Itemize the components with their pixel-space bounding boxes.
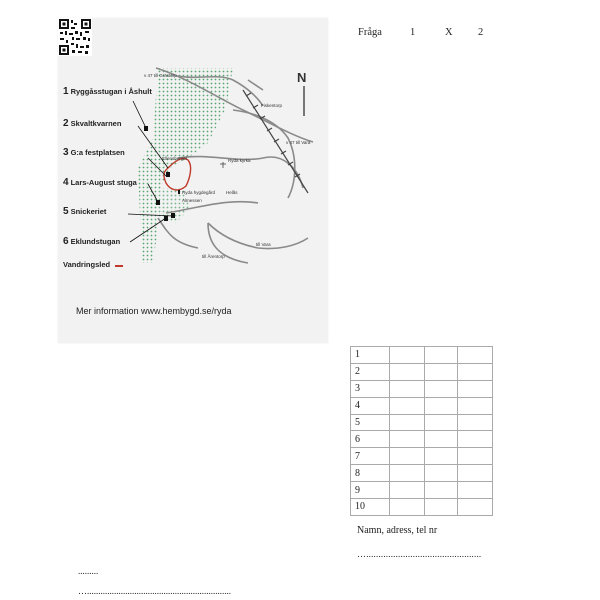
place-2: 2 Skvaltkvarnen xyxy=(63,118,122,129)
answer-cell-2[interactable] xyxy=(458,448,493,465)
answer-row xyxy=(351,363,493,380)
question-number: 6 xyxy=(351,431,390,448)
contact-label: Namn, adress, tel nr xyxy=(357,525,438,536)
answer-cell-2[interactable] xyxy=(458,397,493,414)
place-6: 6 Eklundstugan xyxy=(63,236,121,247)
map-label: Helås xyxy=(226,190,238,195)
answer-cell-2[interactable] xyxy=(458,482,493,499)
question-number: 8 xyxy=(351,465,390,482)
map-label: v 47 till Grästorp xyxy=(144,73,177,78)
answer-cell-1[interactable] xyxy=(390,448,425,465)
answer-cell-2[interactable] xyxy=(458,431,493,448)
answer-row xyxy=(351,482,493,499)
answer-row xyxy=(351,397,493,414)
answer-cell-2[interactable] xyxy=(458,465,493,482)
answer-cell-x[interactable] xyxy=(425,431,458,448)
answer-cell-x[interactable] xyxy=(425,448,458,465)
answer-cell-2[interactable] xyxy=(458,347,493,364)
question-number: 10 xyxy=(351,499,390,516)
column-2-label: 2 xyxy=(478,27,484,38)
answer-cell-1[interactable] xyxy=(390,431,425,448)
answer-cell-x[interactable] xyxy=(425,465,458,482)
north-label: N xyxy=(297,70,307,85)
answer-row xyxy=(351,414,493,431)
answer-cell-x[interactable] xyxy=(425,397,458,414)
answer-cell-2[interactable] xyxy=(458,414,493,431)
map-label: Ellensberget xyxy=(162,156,188,161)
question-number: 1 xyxy=(351,347,390,364)
question-number: 4 xyxy=(351,397,390,414)
answer-cell-x[interactable] xyxy=(425,499,458,516)
answer-row xyxy=(351,499,493,516)
place-5: 5 Snickeriet xyxy=(63,206,107,217)
answer-cell-x[interactable] xyxy=(425,482,458,499)
map-label: Fiskentorp xyxy=(261,103,283,108)
answer-row xyxy=(351,465,493,482)
column-1-label: 1 xyxy=(410,27,416,38)
answer-cell-x[interactable] xyxy=(425,414,458,431)
contact-line-2: ......... xyxy=(78,566,99,576)
answer-cell-x[interactable] xyxy=(425,347,458,364)
qr-code-icon xyxy=(58,18,92,56)
map-label: Ryda hygdegård xyxy=(182,190,216,195)
contact-line-3: …................................................................ xyxy=(78,586,231,596)
contact-line-1: …............................................... xyxy=(357,549,482,559)
question-number: 5 xyxy=(351,414,390,431)
question-number: 2 xyxy=(351,363,390,380)
answer-cell-1[interactable] xyxy=(390,397,425,414)
place-4: 4 Lars-August stuga xyxy=(63,177,137,188)
place-1: 1 Ryggåsstugan i Åshult xyxy=(63,86,152,97)
route-legend-label: Vandringsled xyxy=(63,260,111,269)
column-x-label: X xyxy=(445,27,453,38)
answer-cell-1[interactable] xyxy=(390,465,425,482)
route-legend-swatch xyxy=(115,265,123,267)
map-card xyxy=(58,18,328,343)
answer-cell-1[interactable] xyxy=(390,347,425,364)
answer-cell-2[interactable] xyxy=(458,380,493,397)
answer-cell-1[interactable] xyxy=(390,363,425,380)
place-3: 3 G:a festplatsen xyxy=(63,147,125,158)
answer-cell-2[interactable] xyxy=(458,499,493,516)
answer-row xyxy=(351,448,493,465)
answer-cell-1[interactable] xyxy=(390,380,425,397)
question-number: 9 xyxy=(351,482,390,499)
answer-cell-x[interactable] xyxy=(425,363,458,380)
answer-row xyxy=(351,380,493,397)
answer-cell-2[interactable] xyxy=(458,363,493,380)
more-info-text: Mer information www.hembygd.se/ryda xyxy=(76,306,232,316)
answer-cell-1[interactable] xyxy=(390,414,425,431)
answer-table xyxy=(350,346,493,516)
question-label: Fråga xyxy=(358,27,382,38)
map-label: Almessen xyxy=(182,198,202,203)
map-label: till Årentorp xyxy=(202,254,225,259)
question-number: 7 xyxy=(351,448,390,465)
answer-row xyxy=(351,431,493,448)
map-label: v 47 till Vara xyxy=(286,140,311,145)
answer-cell-1[interactable] xyxy=(390,482,425,499)
question-number: 3 xyxy=(351,380,390,397)
answer-cell-x[interactable] xyxy=(425,380,458,397)
answer-row xyxy=(351,347,493,364)
church-icon xyxy=(220,162,226,168)
map-label: till Vara xyxy=(256,242,271,247)
map-label: Ryda kyrka xyxy=(228,158,251,163)
answer-cell-1[interactable] xyxy=(390,499,425,516)
